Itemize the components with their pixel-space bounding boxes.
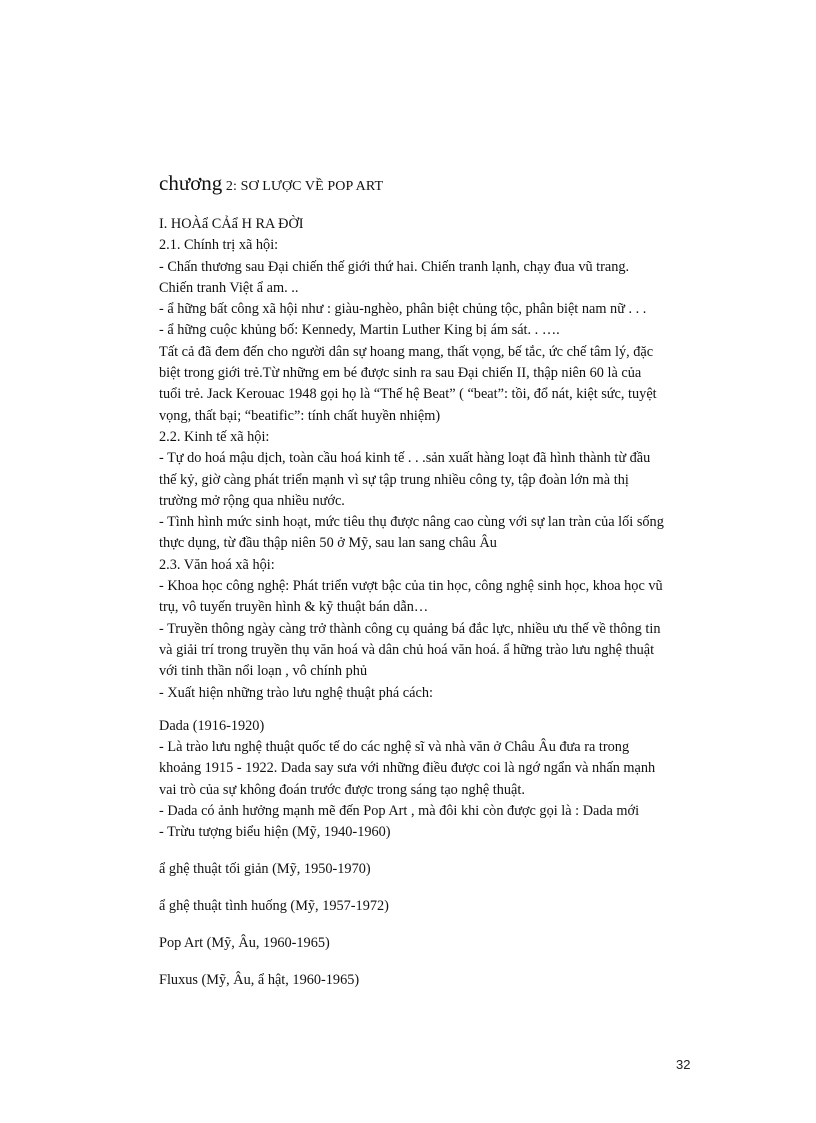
- movement-heading-dada: Dada (1916-1920): [159, 717, 265, 734]
- page-number: 32: [676, 1057, 691, 1072]
- paragraph-line: Tất cả đã đem đến cho người dân sự hoang mang, thất vọng, bế tắc, ức chế tâm lý, đặc: [159, 343, 654, 360]
- section-heading: I. HOÀẩ CẢẩ H RA ĐỜI: [159, 216, 304, 232]
- paragraph-line: trụ, vô tuyến truyền hình & kỹ thuật bán dẫn…: [159, 599, 429, 616]
- paragraph-line: thực dụng, từ đầu thập niên 50 ở Mỹ, sau lan sang châu Âu: [159, 535, 497, 552]
- chapter-title-text: 2: SƠ LƯỢC VỀ POP ART: [222, 179, 384, 194]
- paragraph-line: - Chấn thương sau Đại chiến thế giới thứ hai. Chiến tranh lạnh, chạy đua vũ trang.: [159, 258, 630, 275]
- paragraph-line: - Tự do hoá mậu dịch, toàn cầu hoá kinh tế . . .sản xuất hàng loạt đã hình thành từ đầu: [159, 450, 651, 467]
- paragraph-line: Chiến tranh Việt ẩ am. ..: [159, 279, 299, 296]
- paragraph-line: - Dada có ảnh hưởng mạnh mẽ đến Pop Art , mà đôi khi còn được gọi là : Dada mới: [159, 803, 640, 820]
- paragraph-line: với tinh thần nổi loạn , vô chính phủ: [159, 663, 368, 680]
- paragraph-line: tuổi trẻ. Jack Kerouac 1948 gọi họ là “Thế hệ Beat” ( “beat”: tồi, đổ nát, kiệt sức, tuyệt: [159, 386, 657, 403]
- chapter-title: [159, 172, 699, 198]
- paragraph-line: thế kỷ, giờ càng phát triển mạnh vì sự tập trung nhiều công ty, tập đoàn lớn mà thị: [159, 471, 629, 488]
- spacer: [159, 917, 699, 933]
- paragraph-line: và giải trí trong truyền thụ văn hoá và dân chủ hoá văn hoá. ẩ hững trào lưu nghệ thuật: [159, 641, 655, 658]
- subsection-heading-culture: 2.3. Văn hoá xã hội:: [159, 556, 275, 573]
- spacer: [159, 880, 699, 896]
- movement-item: Fluxus (Mỹ, Âu, ẩ hật, 1960-1965): [159, 971, 360, 988]
- paragraph-line: - Khoa học công nghệ: Phát triển vượt bậc của tin học, công nghệ sinh học, khoa học vũ: [159, 578, 663, 595]
- subsection-heading-politics: 2.1. Chính trị xã hội:: [159, 237, 279, 254]
- paragraph-line: trường mở rộng qua nhiều nước.: [159, 492, 345, 509]
- paragraph-line: - Truyền thông ngày càng trở thành công cụ quảng bá đắc lực, nhiều ưu thế về thông tin: [159, 620, 661, 637]
- paragraph-line: khoảng 1915 - 1922. Dada say sưa với những điều được coi là ngớ ngẩn và nhấn mạnh: [159, 760, 656, 777]
- paragraph-line: biệt trong giới trẻ.Từ những em bé được sinh ra sau Đại chiến II, thập niên 60 là của: [159, 365, 642, 382]
- paragraph-line: - Xuất hiện những trào lưu nghệ thuật phá cách:: [159, 684, 433, 701]
- spacer: [159, 844, 699, 860]
- movement-item: Pop Art (Mỹ, Âu, 1960-1965): [159, 934, 330, 951]
- movement-item: ẩ ghệ thuật tối giản (Mỹ, 1950-1970): [159, 861, 371, 878]
- chapter-title-word: chương: [159, 171, 223, 195]
- subsection-heading-economy: 2.2. Kinh tế xã hội:: [159, 428, 270, 445]
- paragraph-line: - Trừu tượng biểu hiện (Mỹ, 1940-1960): [159, 824, 391, 841]
- paragraph-line: vai trò của sự không đoán trước được trong sáng tạo nghệ thuật.: [159, 781, 525, 798]
- page-body: [159, 172, 699, 991]
- paragraph-line: vọng, thất bại; “beatific”: tính chất huyền nhiệm): [159, 407, 441, 424]
- spacer: [159, 704, 699, 716]
- spacer: [159, 954, 699, 970]
- paragraph-line: - Tình hình mức sinh hoạt, mức tiêu thụ được nâng cao cùng với sự lan tràn của lối sống: [159, 514, 664, 531]
- paragraph-line: - ẩ hững bất công xã hội như : giàu-nghèo, phân biệt chủng tộc, phân biệt nam nữ . . .: [159, 301, 647, 318]
- movement-item: ẩ ghệ thuật tình huống (Mỹ, 1957-1972): [159, 897, 389, 914]
- paragraph-line: - Là trào lưu nghệ thuật quốc tế do các nghệ sĩ và nhà văn ở Châu Âu đưa ra trong: [159, 739, 630, 756]
- paragraph-line: - ẩ hững cuộc khủng bố: Kennedy, Martin Luther King bị ám sát. . ….: [159, 322, 560, 339]
